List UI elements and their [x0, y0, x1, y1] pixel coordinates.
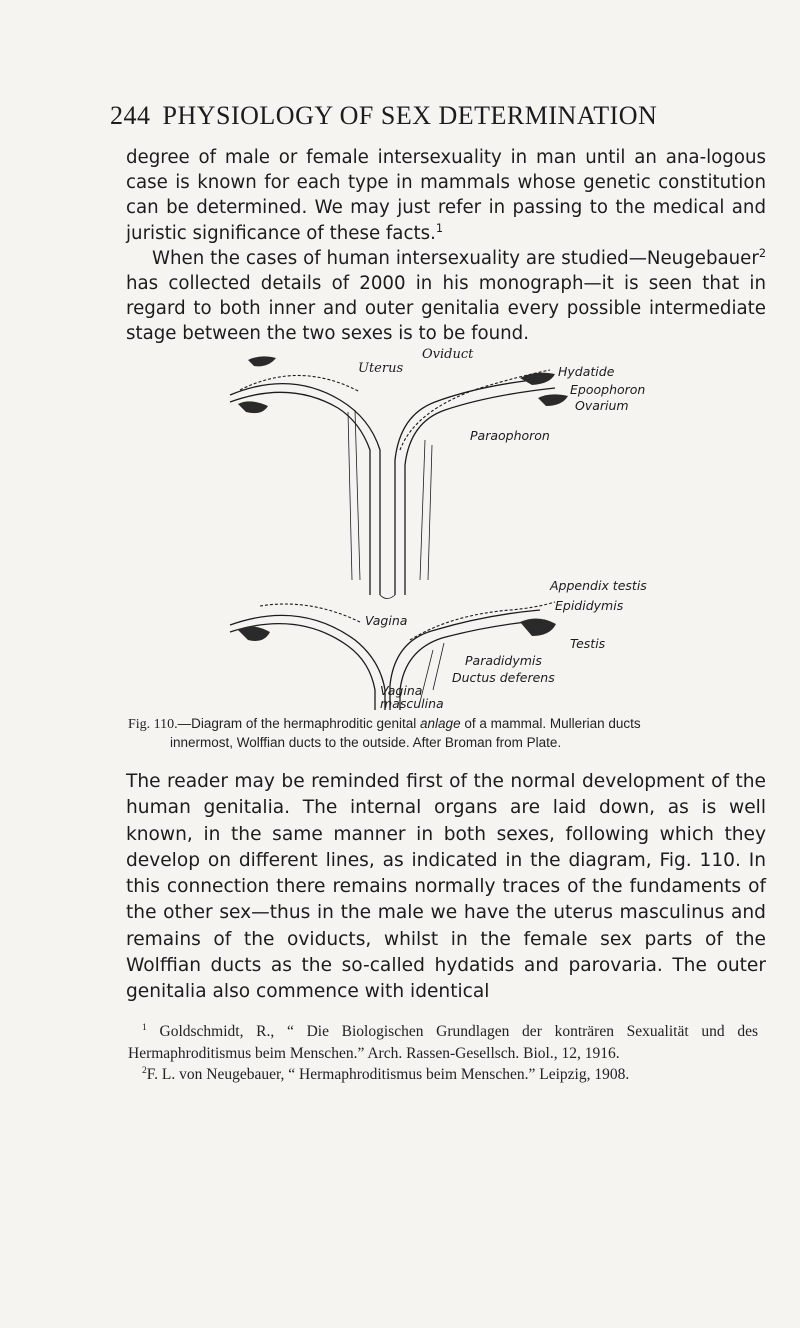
footnote-2	[128, 1064, 758, 1086]
label-epididymis: Epididymis	[555, 598, 624, 613]
caption-line-2: innermost, Wolffian ducts to the outside. After Broman from Plate.	[170, 735, 562, 750]
label-epoophoron: Epoophoron	[570, 382, 646, 397]
footnote-2-mark: 2	[142, 1064, 147, 1076]
paragraph-2-text-a: When the cases of human intersexuality are studied—Neugebauer	[152, 247, 759, 269]
footnote-ref-1: 1	[435, 221, 444, 235]
footnote-1-text: Goldschmidt, R., “ Die Biologischen Grundlagen der konträren Sexualität und des Hermaphroditismus beim Menschen.” Arch. Rassen-Gesellsch. Biol., 12, 1916.	[128, 1023, 758, 1062]
label-vagina-masculina-2: masculina	[380, 696, 444, 710]
female-structures	[230, 356, 568, 598]
paragraph-2-text-b: has collected details of 2000 in his monograph—it is seen that in regard to both inner and outer genitalia every possible intermediate stage between the two sexes is to be found.	[126, 273, 766, 345]
text-block-bottom	[126, 769, 766, 1006]
label-oviduct: Oviduct	[422, 347, 474, 362]
testis-left	[238, 626, 270, 641]
footnotes	[128, 1021, 758, 1086]
footnote-ref-2: 2	[758, 246, 766, 260]
paragraph-2	[126, 246, 766, 347]
testis-right	[520, 618, 556, 636]
running-header	[110, 101, 750, 133]
label-testis: Testis	[570, 636, 606, 651]
caption-text-b: of a mammal. Mullerian ducts	[460, 716, 641, 731]
label-hydatide: Hydatide	[558, 364, 615, 379]
genital-anlage-diagram	[220, 340, 700, 710]
label-appendix-testis: Appendix testis	[550, 578, 647, 593]
caption-italic: anlage	[420, 716, 461, 731]
caption-text-a: —Diagram of the hermaphroditic genital	[177, 716, 421, 731]
figure-caption	[128, 715, 758, 752]
ovary-right	[538, 394, 568, 406]
text-block-top	[126, 145, 766, 347]
paragraph-3: The reader may be reminded first of the normal development of the human genitalia. The internal organs are laid down, as is well known, in the same manner in both sexes, following which they develop on different lines, as indicated in the diagram, Fig. 110. In this connection there remains normally traces of the fundaments of the other sex—thus in the male we have the uterus masculinus and remains of the oviducts, whilst in the female sex parts of the Wolffian ducts as the so-called hydatids and parovaria. The outer genitalia also commence with identical	[126, 771, 766, 1003]
label-uterus: Uterus	[358, 361, 404, 376]
label-ductus-deferens: Ductus deferens	[452, 670, 555, 685]
label-ovarium: Ovarium	[575, 398, 629, 413]
label-paraophoron: Paraophoron	[470, 428, 550, 443]
ovary-left	[238, 401, 268, 413]
running-title: PHYSIOLOGY OF SEX DETERMINATION	[162, 101, 658, 130]
figure-number: Fig. 110.	[128, 717, 178, 732]
label-vagina-masculina-1: Vagina	[380, 683, 423, 698]
page-number: 244	[110, 101, 151, 130]
footnote-1	[128, 1021, 758, 1064]
label-paradidymis: Paradidymis	[465, 653, 542, 668]
footnote-1-mark: 1	[142, 1021, 147, 1033]
epoophoron-mark	[520, 373, 555, 385]
footnote-2-text: F. L. von Neugebauer, “ Hermaphroditismus beim Menschen.” Leipzig, 1908.	[146, 1066, 630, 1083]
paragraph-1	[126, 145, 766, 246]
paragraph-1-text: degree of male or female intersexuality in man until an ana-logous case is known for each type in mammals whose genetic constitution can be determined. We may just refer in passing to the medical and juristic significance of these facts.	[126, 147, 766, 244]
label-vagina: Vagina	[365, 613, 408, 628]
